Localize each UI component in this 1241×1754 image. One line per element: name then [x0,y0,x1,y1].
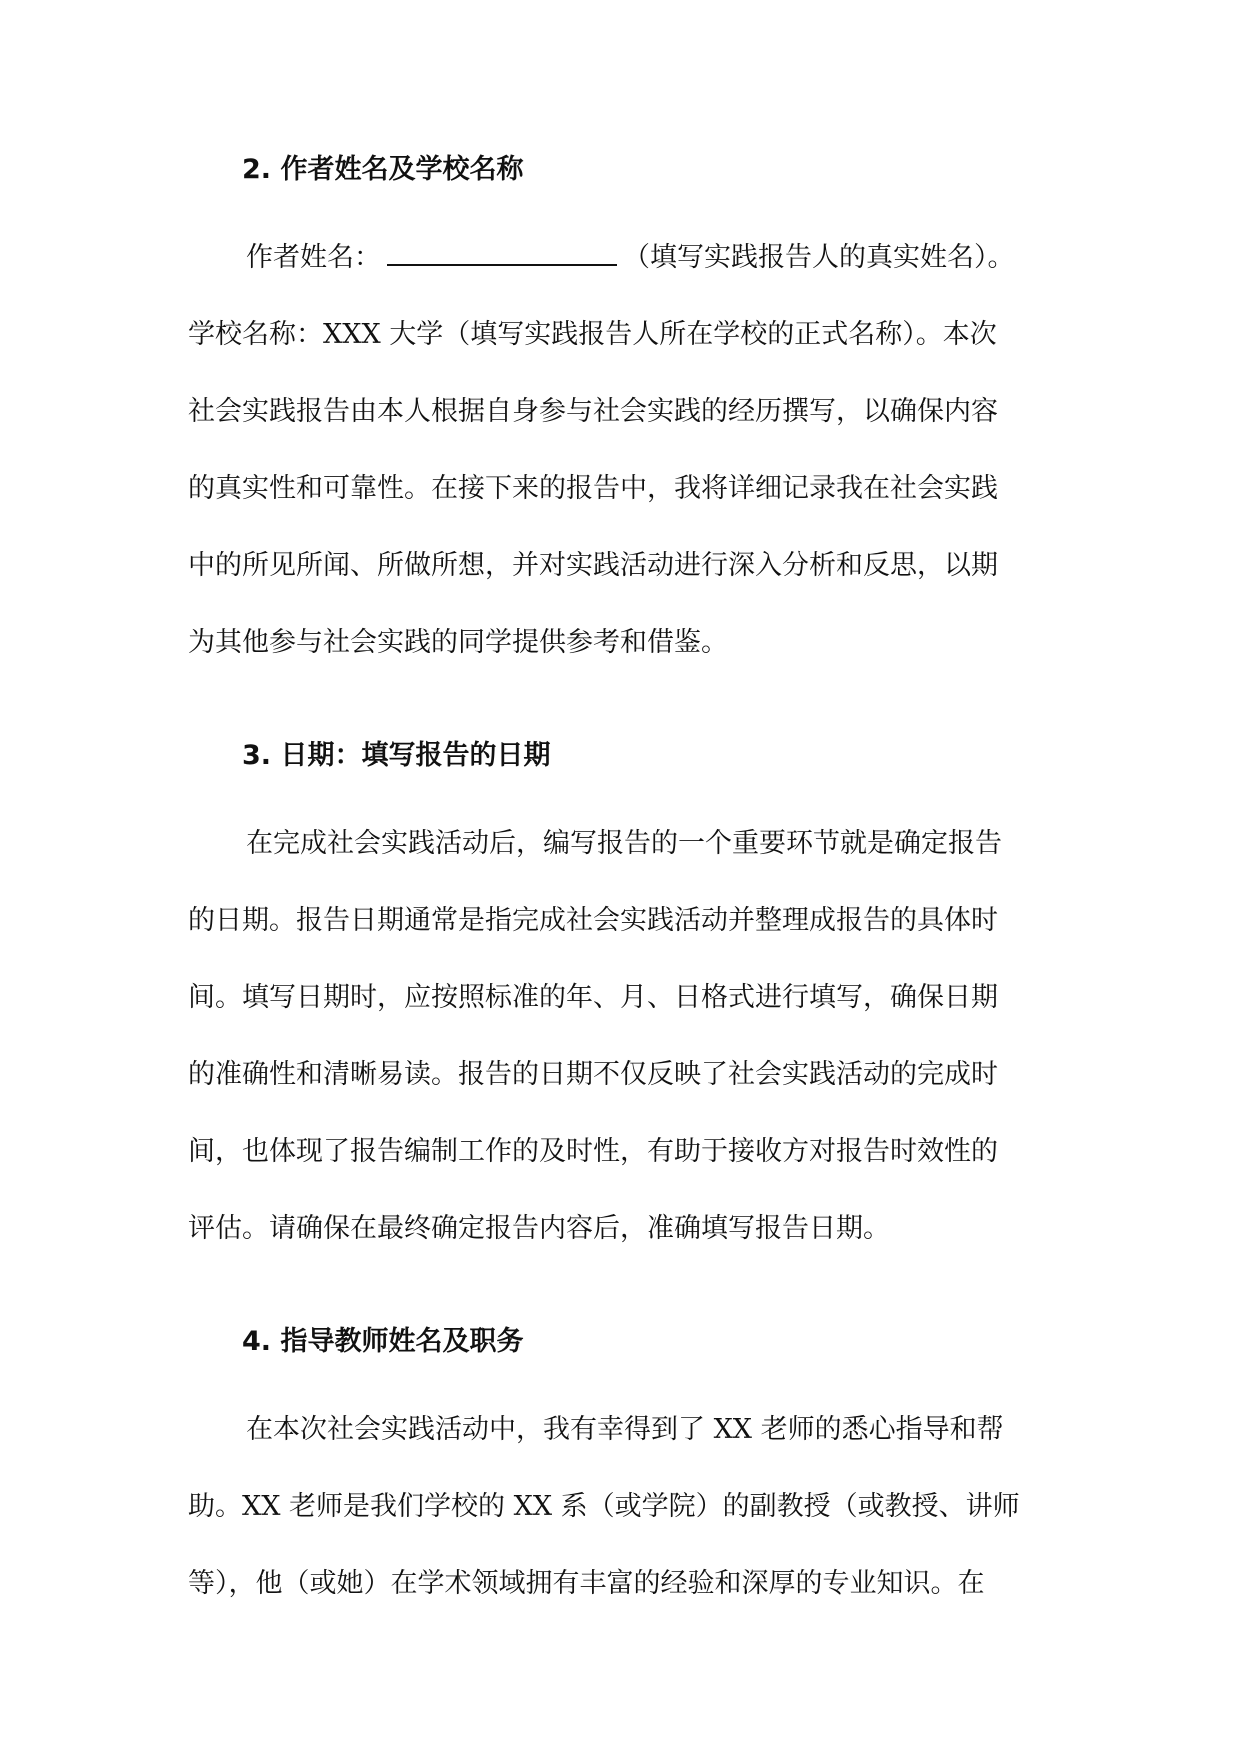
author-name-hint: （填写实践报告人的真实姓名）。 [623,242,1015,273]
paragraph-line: 的日期。报告日期通常是指完成社会实践活动并整理成报告的具体时 [188,905,998,936]
section-heading-advisor: 4. 指导教师姓名及职务 [242,1326,524,1357]
paragraph-line: 中的所见所闻、所做所想，并对实践活动进行深入分析和反思，以期 [188,550,998,581]
document-body [188,145,1058,1622]
paragraph-date [188,805,1058,1267]
paragraph-line: 间。填写日期时，应按照标准的年、月、日格式进行填写，确保日期 [188,982,998,1013]
paragraph-line: 评估。请确保在最终确定报告内容后，准确填写报告日期。 [188,1213,890,1244]
section-heading-date: 3. 日期：填写报告的日期 [242,740,551,771]
paragraph-line [188,219,1058,296]
paragraph-line: 的真实性和可靠性。在接下来的报告中，我将详细记录我在社会实践 [188,473,998,504]
paragraph-line: 等），他（或她）在学术领域拥有丰富的经验和深厚的专业知识。在 [188,1568,985,1599]
section-heading-author-school: 2. 作者姓名及学校名称 [242,154,524,185]
author-name-label: 作者姓名： [246,242,381,273]
author-name-blank [387,238,617,266]
paragraph-line: 的准确性和清晰易读。报告的日期不仅反映了社会实践活动的完成时 [188,1059,998,1090]
paragraph-advisor [188,1391,1058,1622]
paragraph-line: 学校名称：XXX 大学（填写实践报告人所在学校的正式名称）。本次 [188,319,997,350]
paragraph-line: 在完成社会实践活动后，编写报告的一个重要环节就是确定报告 [246,828,1002,859]
paragraph-line: 为其他参与社会实践的同学提供参考和借鉴。 [188,627,728,658]
paragraph-line: 在本次社会实践活动中，我有幸得到了 XX 老师的悉心指导和帮 [246,1414,1004,1445]
paragraph-line: 间，也体现了报告编制工作的及时性，有助于接收方对报告时效性的 [188,1136,998,1167]
paragraph-line: 社会实践报告由本人根据自身参与社会实践的经历撰写，以确保内容 [188,396,998,427]
paragraph-author-school [188,219,1058,681]
paragraph-line: 助。XX 老师是我们学校的 XX 系（或学院）的副教授（或教授、讲师 [188,1491,1020,1522]
